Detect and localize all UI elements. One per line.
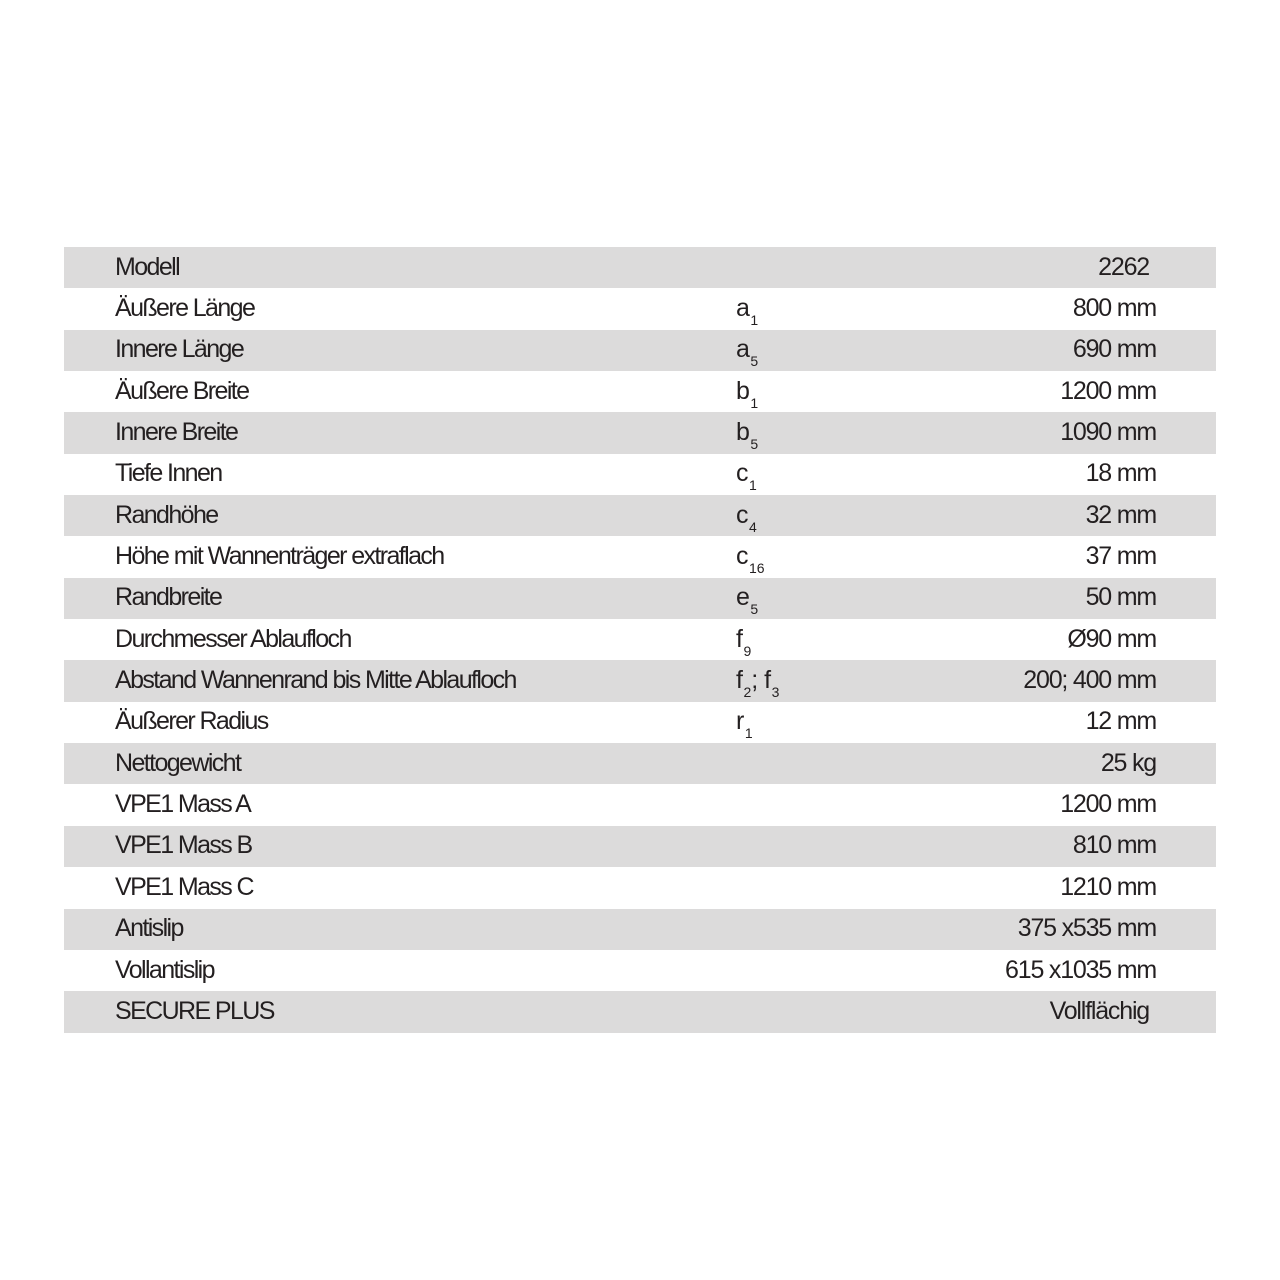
table-row xyxy=(64,660,1216,701)
row-value: 25 kg xyxy=(1100,748,1156,777)
row-value: Ø90 mm xyxy=(1067,624,1156,653)
row-label: Äußere Breite xyxy=(115,376,249,405)
row-value: 200; 400 mm xyxy=(1023,666,1156,695)
row-label: Äußere Länge xyxy=(115,293,255,322)
table-row xyxy=(64,495,1216,536)
table-row xyxy=(64,950,1216,991)
table-row xyxy=(64,536,1216,577)
table-row xyxy=(64,991,1216,1032)
row-value: Vollflächig xyxy=(1049,996,1149,1025)
row-value: 1200 mm xyxy=(1060,376,1156,405)
row-value: 2262 xyxy=(1098,252,1149,281)
row-value: 12 mm xyxy=(1085,707,1156,736)
table-row xyxy=(64,909,1216,950)
spec-table xyxy=(64,247,1216,1033)
table-row xyxy=(64,784,1216,825)
row-symbol: $a_1$ xyxy=(736,293,759,328)
table-row xyxy=(64,619,1216,660)
row-symbol: $f_9$ xyxy=(736,624,752,659)
row-value: 800 mm xyxy=(1072,293,1156,322)
row-label: Innere Länge xyxy=(115,335,244,364)
row-label: Durchmesser Ablaufloch xyxy=(115,624,351,653)
row-symbol xyxy=(736,253,737,282)
row-symbol: $c_{16}$ xyxy=(736,541,765,576)
row-symbol: $c_4$ xyxy=(736,500,757,535)
row-label: Höhe mit Wannenträger extraflach xyxy=(115,541,444,570)
table-row xyxy=(64,826,1216,867)
row-symbol: $r_1$ xyxy=(736,707,753,742)
row-label: Antislip xyxy=(115,914,183,943)
row-value: 32 mm xyxy=(1085,500,1156,529)
row-label: VPE1 Mass C xyxy=(115,872,254,901)
row-symbol: $a_5$ xyxy=(736,335,759,370)
row-value: 37 mm xyxy=(1085,541,1156,570)
row-value: 18 mm xyxy=(1085,459,1156,488)
table-row xyxy=(64,454,1216,495)
row-label: Äußerer Radius xyxy=(115,707,268,736)
table-row xyxy=(64,578,1216,619)
row-value: 375 x535 mm xyxy=(1017,914,1156,943)
row-label: Randhöhe xyxy=(115,500,218,529)
row-label: SECURE PLUS xyxy=(115,996,274,1025)
row-value: 615 x1035 mm xyxy=(1005,955,1156,984)
row-label: Abstand Wannenrand bis Mitte Ablaufloch xyxy=(115,666,516,695)
row-label: Randbreite xyxy=(115,583,222,612)
row-label: Modell xyxy=(115,252,180,281)
table-row xyxy=(64,702,1216,743)
row-label: VPE1 Mass A xyxy=(115,790,251,819)
row-value: 50 mm xyxy=(1085,583,1156,612)
row-symbol: $c_1$ xyxy=(736,459,757,494)
table-row xyxy=(64,743,1216,784)
table-row xyxy=(64,288,1216,329)
table-row xyxy=(64,247,1216,288)
row-value: 1200 mm xyxy=(1060,790,1156,819)
table-row xyxy=(64,330,1216,371)
row-symbol: $e_5$ xyxy=(736,583,759,618)
row-label: Vollantislip xyxy=(115,955,214,984)
table-row xyxy=(64,371,1216,412)
table-row xyxy=(64,867,1216,908)
row-label: Tiefe Innen xyxy=(115,459,222,488)
row-value: 1090 mm xyxy=(1060,417,1156,446)
table-row xyxy=(64,412,1216,453)
row-value: 810 mm xyxy=(1072,831,1156,860)
row-label: Nettogewicht xyxy=(115,748,241,777)
row-symbol: $b_5$ xyxy=(736,417,759,452)
row-label: Innere Breite xyxy=(115,417,238,446)
row-value: 690 mm xyxy=(1072,335,1156,364)
row-value: 1210 mm xyxy=(1060,872,1156,901)
row-label: VPE1 Mass B xyxy=(115,831,252,860)
row-symbol: $b_1$ xyxy=(736,376,759,411)
row-symbol: $f_2$; $f_3$ xyxy=(736,666,780,701)
